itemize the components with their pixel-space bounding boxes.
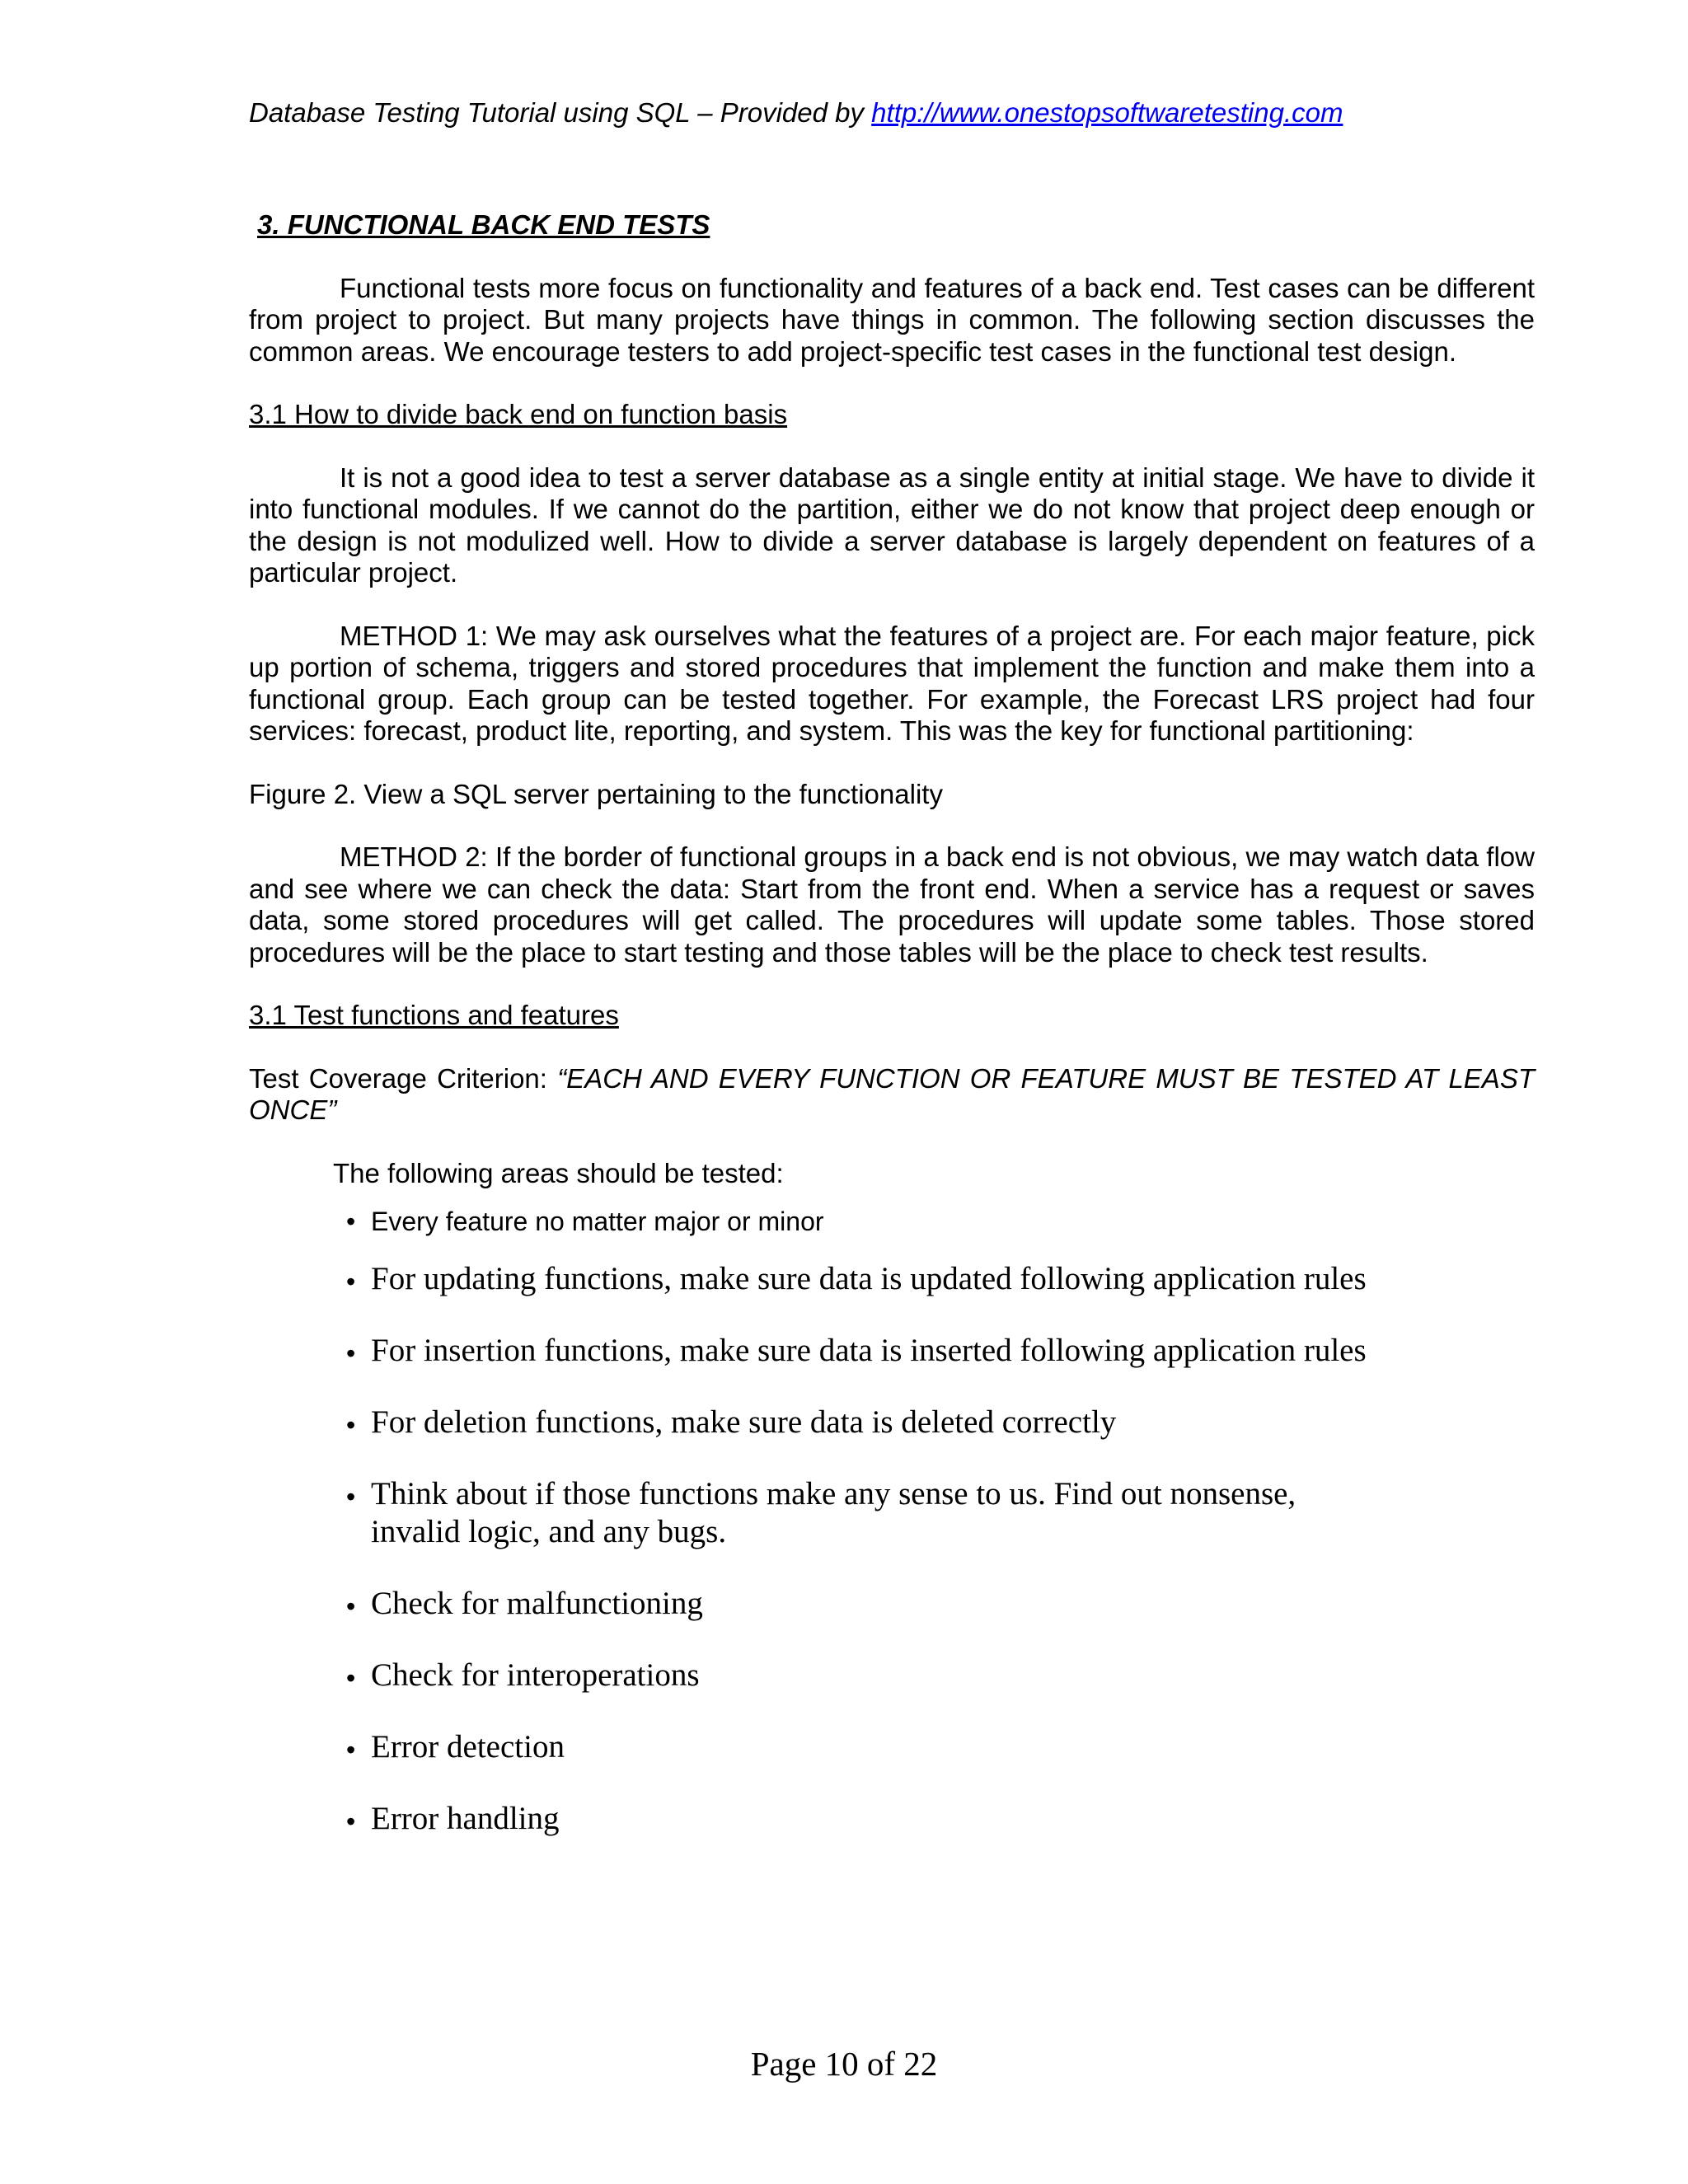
list-intro: The following areas should be tested: (333, 1157, 784, 1188)
list-item (346, 1657, 1393, 1694)
intro-paragraph: Functional tests more focus on functionality and features of a back end. Test cases can be different from project to project. But many projects have things in common. The following section discusses the common areas. We encourage testers to add project-specific test cases in the functional test design. (249, 272, 1535, 367)
list-item (346, 1404, 1393, 1441)
page-number: Page 10 of 22 (750, 2045, 938, 2083)
method1-paragraph: METHOD 1: We may ask ourselves what the features of a project are. For each major feature, pick up portion of schema, triggers and stored procedures that implement the function and make them into a functional group. Each group can be tested together. For example, the Forecast LRS project had four services: forecast, product lite, reporting, and system. This was the key for functional partitioning: (249, 620, 1535, 746)
list-item (346, 1332, 1393, 1370)
list-item (346, 1800, 1393, 1838)
bullet-icon: • (346, 1807, 356, 1836)
list-item (346, 1475, 1393, 1551)
list-item-text: For insertion functions, make sure data is inserted following application rules (371, 1333, 1367, 1368)
list-item-text: Check for interoperations (371, 1657, 700, 1693)
list-item-text: Error detection (371, 1729, 565, 1765)
list-item (346, 1206, 1535, 1237)
figure-caption: Figure 2. View a SQL server pertaining to the functionality (249, 778, 943, 809)
subsection-heading-divide: 3.1 How to divide back end on function basis (249, 399, 788, 429)
page-header (249, 97, 1343, 129)
list-item-text: For updating functions, make sure data is updated following application rules (371, 1261, 1367, 1296)
criterion-text: “EACH AND EVERY FUNCTION OR FEATURE MUST BE TESTED AT LEAST ONCE” (249, 1062, 1535, 1125)
bullet-icon: • (346, 1735, 356, 1765)
list-item (346, 1728, 1393, 1766)
list-item (346, 1260, 1393, 1298)
section-title: 3. FUNCTIONAL BACK END TESTS (257, 209, 710, 240)
subsection-heading-test: 3.1 Test functions and features (249, 1000, 619, 1030)
bullet-icon: • (346, 1663, 356, 1693)
bullet-icon: • (346, 1410, 356, 1440)
list-item-text: For deletion functions, make sure data is deleted correctly (371, 1404, 1117, 1440)
list-item-text: Error handling (371, 1801, 560, 1836)
page-content (249, 209, 1535, 1872)
header-text: Database Testing Tutorial using SQL – Provided by (249, 97, 872, 128)
bullet-icon: • (346, 1207, 356, 1236)
bullet-icon: • (346, 1591, 356, 1621)
list-item-text: Every feature no matter major or minor (371, 1207, 824, 1236)
bullet-icon: • (346, 1267, 356, 1296)
bullet-icon: • (346, 1482, 356, 1511)
header-link[interactable]: http://www.onestopsoftwaretesting.com (871, 97, 1343, 128)
bullet-icon: • (346, 1338, 356, 1368)
test-areas-list (249, 1206, 1535, 1838)
criterion-label: Test Coverage Criterion: (249, 1062, 558, 1094)
method2-paragraph: METHOD 2: If the border of functional groups in a back end is not obvious, we may watch data flow and see where we can check the data: Start from the front end. When a service has a request or saves data, some stored procedures will get called. The procedures will update some tables. Those stored procedures will be the place to start testing and those tables will be the place to check test results. (249, 841, 1535, 968)
list-item (346, 1585, 1393, 1623)
list-item-text: Think about if those functions make any sense to us. Find out nonsense, invalid logic, and any bugs. (371, 1476, 1296, 1549)
divide-paragraph: It is not a good idea to test a server database as a single entity at initial stage. We have to divide it into functional modules. If we cannot do the partition, either we do not know that project deep enough or the design is not modulized well. How to divide a server database is largely dependent on features of a particular project. (249, 462, 1535, 588)
list-item-text: Check for malfunctioning (371, 1586, 703, 1621)
coverage-criterion (249, 1063, 1535, 1127)
